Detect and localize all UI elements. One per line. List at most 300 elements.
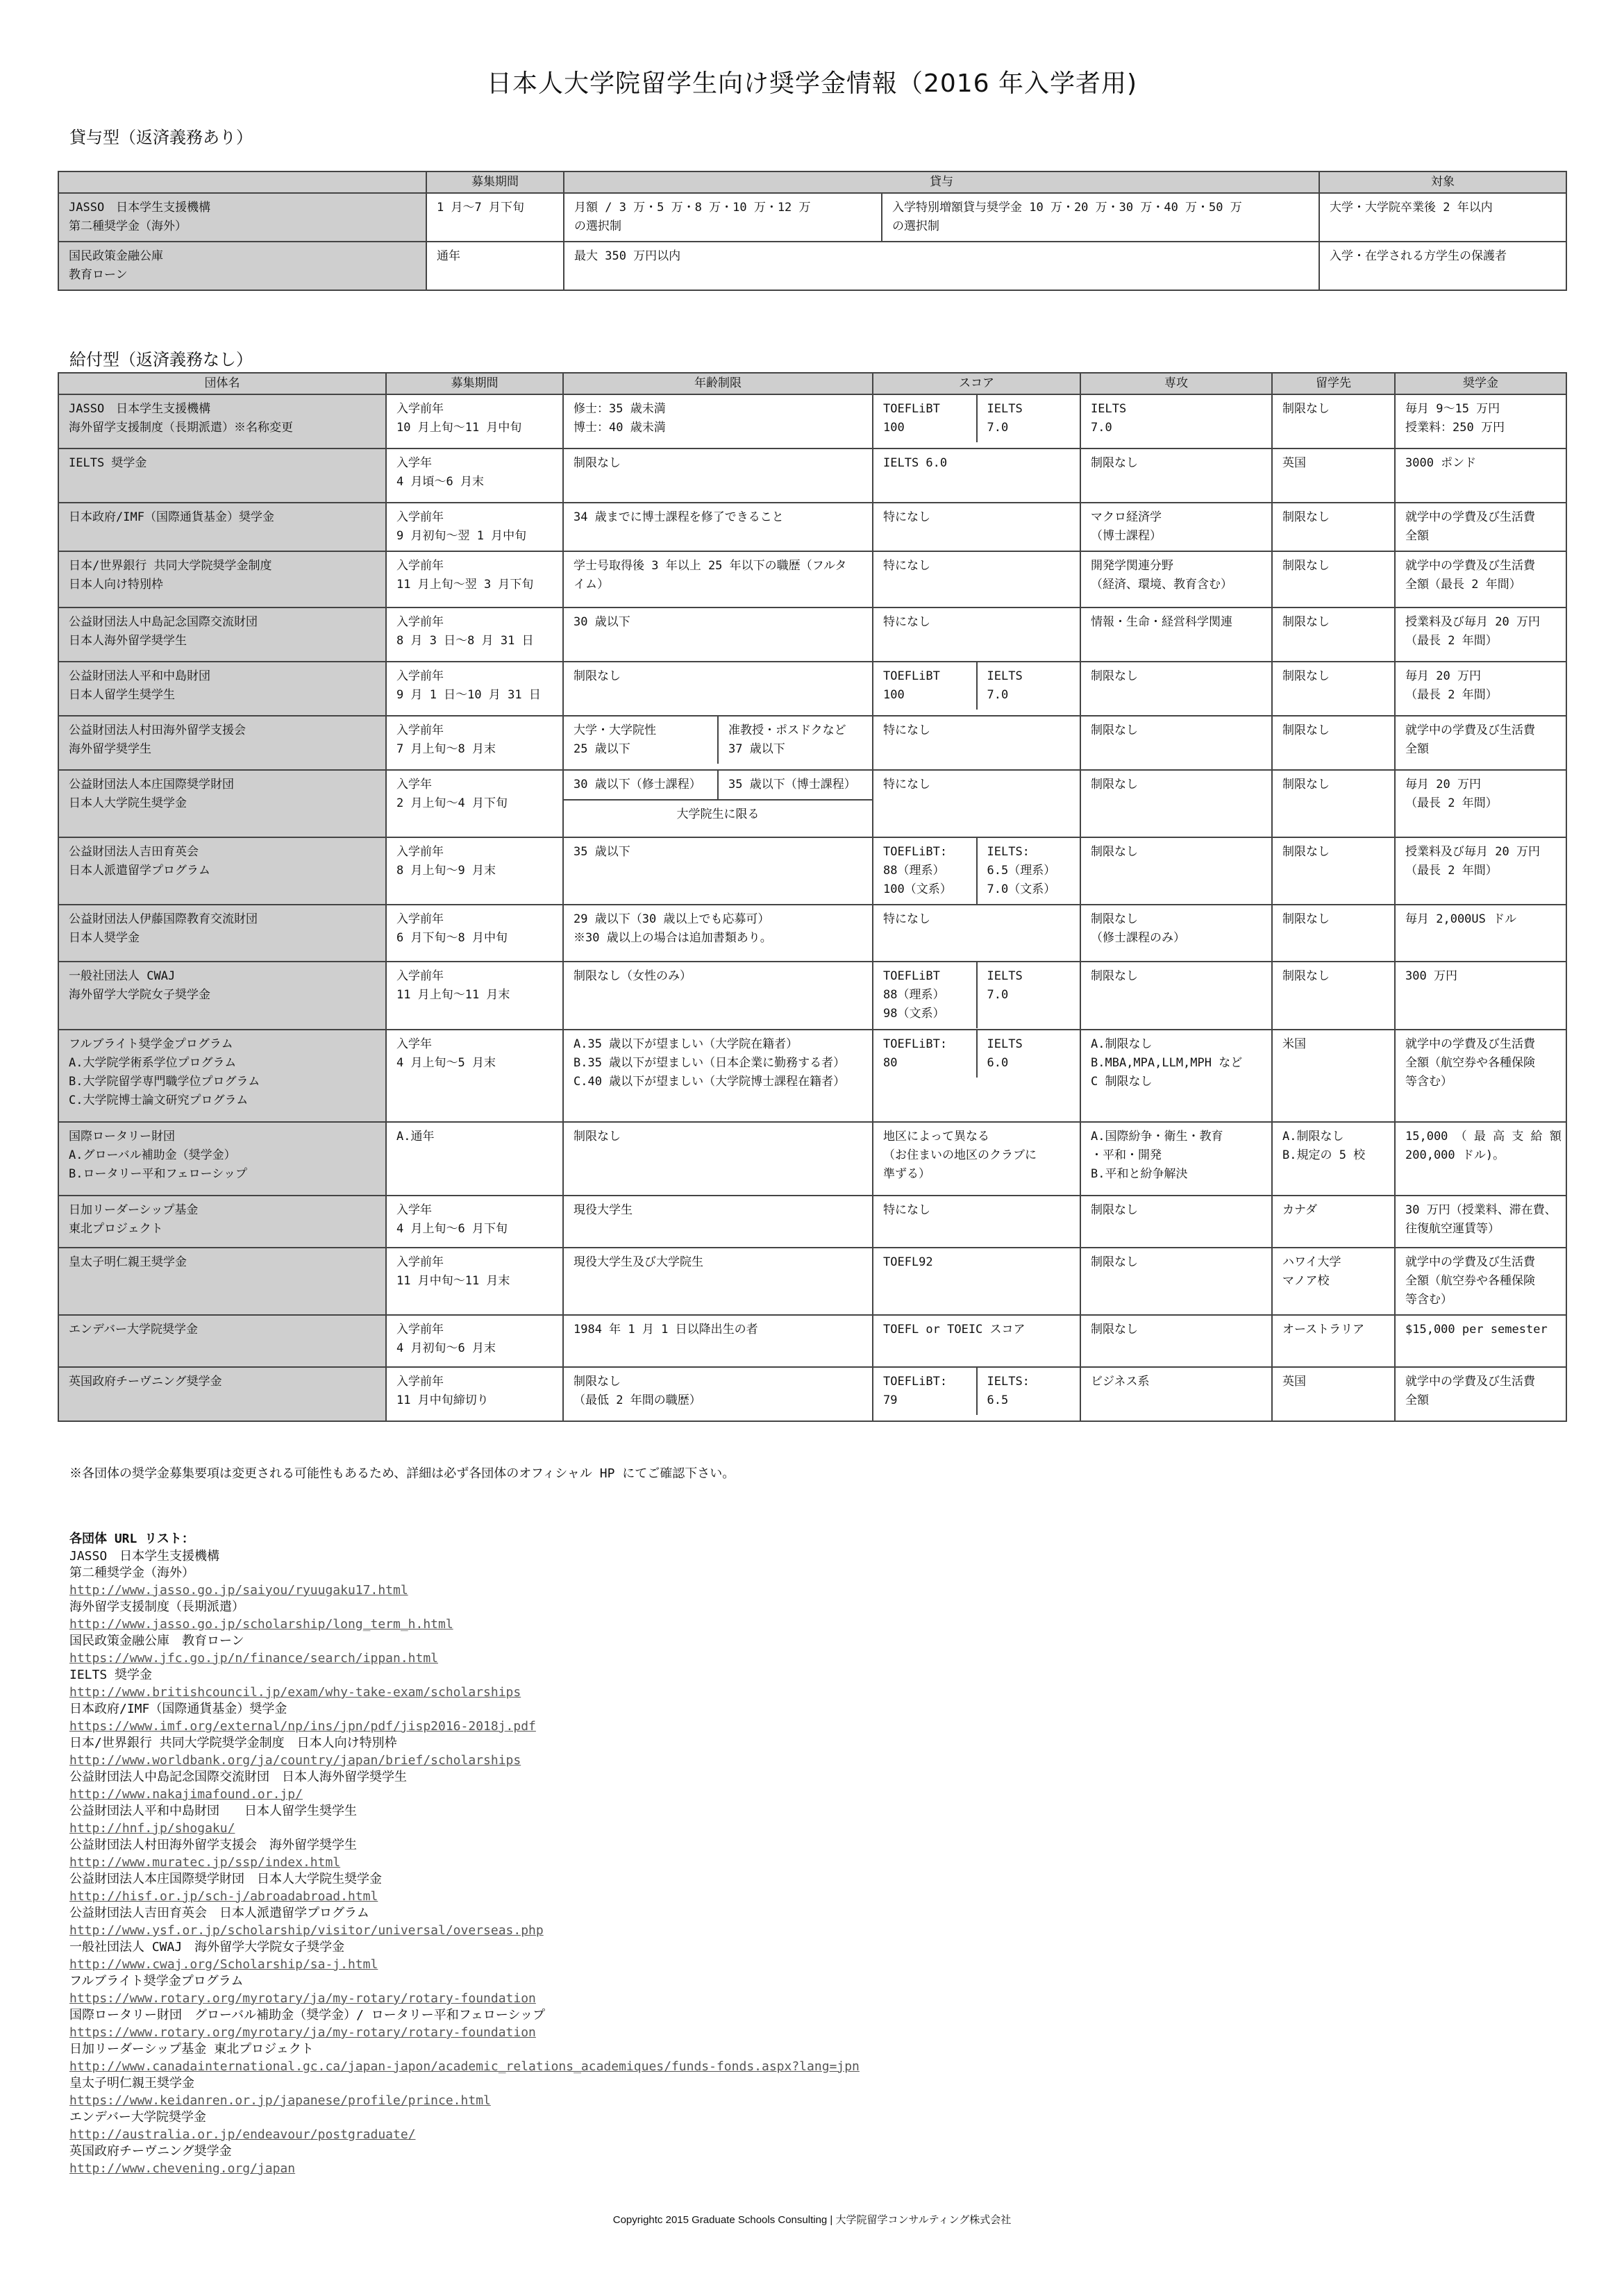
score-cell bbox=[873, 1196, 1080, 1248]
cell-line: 通年 bbox=[437, 249, 460, 263]
cell-line: 英国 bbox=[1282, 1375, 1306, 1389]
cell-line: IELTS bbox=[987, 402, 1023, 416]
url-link[interactable]: http://www.chevening.org/japan bbox=[69, 2161, 296, 2176]
cell-line: 制限なし bbox=[1091, 912, 1138, 926]
major-cell bbox=[1080, 662, 1272, 716]
ielts-score bbox=[977, 1030, 1080, 1078]
cell-line: A.35 歳以下が望ましい（大学院在籍者） bbox=[574, 1037, 798, 1051]
cell-line: 入学前年 bbox=[396, 969, 444, 983]
url-entry-name: 日本/世界銀行 共同大学院奨学金制度 日本人向け特別枠 bbox=[69, 1736, 397, 1750]
cell-line: の選択制 bbox=[892, 219, 939, 233]
cell-line: C.40 歳以下が望ましい（大学院博士課程在籍者） bbox=[574, 1075, 846, 1089]
toefl-score bbox=[873, 1368, 977, 1415]
major-cell bbox=[1080, 503, 1272, 551]
cell-line: B.平和と紛争解決 bbox=[1091, 1167, 1188, 1181]
cell-line: IELTS 6.0 bbox=[883, 456, 948, 470]
cell-line: オーストラリア bbox=[1282, 1323, 1365, 1336]
age-option-a bbox=[564, 717, 718, 764]
cell-line: カナダ bbox=[1282, 1203, 1318, 1217]
url-link[interactable]: https://www.imf.org/external/np/ins/jpn/pdf/jisp2016-2018j.pdf bbox=[69, 1719, 536, 1734]
scholarship-row bbox=[58, 716, 1566, 770]
cell-line: 准教授・ポスドクなど bbox=[728, 723, 846, 737]
scholarship-row bbox=[58, 962, 1566, 1030]
cell-line: 英国 bbox=[1282, 456, 1306, 470]
cell-line: 授業料及び毎月 20 万円 bbox=[1405, 845, 1540, 859]
cell-line: JASSO 日本学生支援機構 bbox=[69, 402, 211, 416]
cell-line: 100 bbox=[883, 688, 905, 702]
amount-cell bbox=[1395, 1030, 1566, 1122]
url-link[interactable]: http://www.jasso.go.jp/scholarship/long_term_h.html bbox=[69, 1617, 453, 1632]
score-cell bbox=[873, 1122, 1080, 1196]
cell-line: 制限なし bbox=[1091, 1323, 1138, 1336]
cell-line: 日本人海外留学奨学生 bbox=[69, 634, 187, 648]
org-name-cell bbox=[58, 662, 386, 716]
cell-line: 100（文系） bbox=[883, 882, 952, 896]
age-note: 大学院生に限る bbox=[564, 800, 872, 829]
loan-header-row bbox=[58, 171, 1566, 193]
period-cell bbox=[386, 503, 563, 551]
cell-line: 就学中の学費及び生活費 bbox=[1405, 1375, 1535, 1389]
cell-line: 1984 年 1 月 1 日以降出生の者 bbox=[574, 1323, 758, 1336]
major-cell bbox=[1080, 551, 1272, 607]
url-link[interactable]: http://hisf.or.jp/sch-j/abroadabroad.html bbox=[69, 1889, 378, 1904]
period-cell bbox=[386, 449, 563, 503]
cell-line: 入学年 bbox=[396, 456, 432, 470]
age-limit-cell bbox=[563, 770, 873, 837]
cell-line: 入学年 bbox=[396, 1203, 432, 1217]
scholarship-row bbox=[58, 551, 1566, 607]
url-link[interactable]: http://australia.or.jp/endeavour/postgraduate/ bbox=[69, 2127, 416, 2142]
cell-line: 日本/世界銀行 共同大学院奨学金制度 bbox=[69, 559, 272, 573]
score-cell bbox=[873, 607, 1080, 662]
score-cell bbox=[873, 394, 1080, 449]
cell-line: IELTS 奨学金 bbox=[69, 456, 147, 470]
age-limit-cell bbox=[563, 551, 873, 607]
cell-line: 入学前年 bbox=[396, 669, 444, 683]
url-link[interactable]: http://www.cwaj.org/Scholarship/sa-j.html bbox=[69, 1957, 378, 1972]
org-name-cell bbox=[58, 905, 386, 962]
url-link[interactable]: https://www.rotary.org/myrotary/ja/my-rotary/rotary-foundation bbox=[69, 2025, 536, 2040]
cell-line: 全額（航空券や各種保険 bbox=[1405, 1056, 1535, 1070]
cell-line: 制限なし bbox=[1091, 1255, 1138, 1269]
cell-line: 制限なし bbox=[1091, 723, 1138, 737]
cell-line: ・平和・開発 bbox=[1091, 1148, 1162, 1162]
toefl-score bbox=[873, 395, 977, 442]
age-limit-cell bbox=[563, 394, 873, 449]
cell-line: TOEFL or TOEIC スコア bbox=[883, 1323, 1026, 1336]
loan-period-cell bbox=[426, 193, 564, 242]
major-cell bbox=[1080, 607, 1272, 662]
url-entry-name: 公益財団法人平和中島財団 日本人留学生奨学生 bbox=[69, 1804, 357, 1818]
toefl-score bbox=[873, 962, 977, 1028]
cell-line: （最長 2 年間） bbox=[1405, 864, 1498, 878]
major-cell bbox=[1080, 905, 1272, 962]
cell-line: 日本人奨学金 bbox=[69, 931, 140, 945]
cell-line: 等含む） bbox=[1405, 1293, 1453, 1307]
scholarship-row bbox=[58, 770, 1566, 837]
cell-line: 入学前年 bbox=[396, 559, 444, 573]
cell-line: 30 万円（授業料、滞在費、 bbox=[1405, 1203, 1557, 1217]
cell-line: 日本人大学院生奨学金 bbox=[69, 796, 187, 810]
cell-line: TOEFLiBT: bbox=[883, 845, 948, 859]
major-cell bbox=[1080, 962, 1272, 1030]
score-split-row bbox=[873, 1368, 1080, 1415]
copyright-footer: Copyrightc 2015 Graduate Schools Consulting | 大学院留学コンサルティング株式会社 bbox=[612, 2214, 1012, 2226]
cell-line: 37 歳以下 bbox=[728, 742, 785, 756]
cell-line: 第二種奨学金（海外） bbox=[69, 219, 187, 233]
period-cell bbox=[386, 962, 563, 1030]
cell-line: 80 bbox=[883, 1056, 898, 1070]
amount-cell bbox=[1395, 1248, 1566, 1315]
major-cell bbox=[1080, 1367, 1272, 1421]
cell-line: ※30 歳以上の場合は追加書類あり。 bbox=[574, 931, 772, 945]
amount-cell bbox=[1395, 1196, 1566, 1248]
url-entry-name: 日加リーダーシップ基金 東北プロジェクト bbox=[69, 2042, 314, 2056]
url-link[interactable]: http://www.worldbank.org/ja/country/japan/brief/scholarships bbox=[69, 1753, 521, 1768]
toefl-score bbox=[873, 838, 977, 904]
cell-line: IELTS bbox=[987, 1037, 1023, 1051]
cell-line: 29 歳以下（30 歳以上でも応募可） bbox=[574, 912, 770, 926]
amount-cell bbox=[1395, 1315, 1566, 1367]
cell-line: 7.0（文系） bbox=[987, 882, 1056, 896]
amount-cell bbox=[1395, 551, 1566, 607]
cell-line: 3000 ポンド bbox=[1405, 456, 1477, 470]
cell-line: 国際ロータリー財団 bbox=[69, 1130, 175, 1143]
age-split-row bbox=[564, 717, 872, 764]
cell-line: フルブライト奨学金プログラム bbox=[69, 1037, 233, 1051]
url-entry-name: 第二種奨学金（海外） bbox=[69, 1566, 194, 1580]
url-list-title: 各団体 URL リスト： bbox=[69, 1532, 194, 1546]
cell-line: 入学・在学される方学生の保護者 bbox=[1330, 249, 1507, 263]
score-cell bbox=[873, 662, 1080, 716]
period-cell bbox=[386, 905, 563, 962]
cell-line: 8 月上旬～9 月末 bbox=[396, 864, 496, 878]
score-cell bbox=[873, 1367, 1080, 1421]
cell-line: の選択制 bbox=[574, 219, 621, 233]
destination-cell bbox=[1272, 1122, 1395, 1196]
cell-line: （修士課程のみ） bbox=[1091, 931, 1185, 945]
amount-cell bbox=[1395, 1367, 1566, 1421]
amount-cell bbox=[1395, 962, 1566, 1030]
destination-cell bbox=[1272, 394, 1395, 449]
score-cell bbox=[873, 905, 1080, 962]
score-split-row bbox=[873, 838, 1080, 904]
cell-line: 公益財団法人中島記念国際交流財団 bbox=[69, 615, 258, 629]
ielts-score bbox=[977, 662, 1080, 710]
scholarship-row bbox=[58, 662, 1566, 716]
score-cell bbox=[873, 449, 1080, 503]
cell-line: マノア校 bbox=[1282, 1274, 1330, 1288]
destination-cell bbox=[1272, 905, 1395, 962]
toefl-score bbox=[873, 1030, 977, 1078]
cell-line: 79 bbox=[883, 1393, 898, 1407]
cell-line: 2 月上旬～4 月下旬 bbox=[396, 796, 508, 810]
cell-line: 毎月 20 万円 bbox=[1405, 669, 1481, 683]
destination-cell bbox=[1272, 716, 1395, 770]
ielts-score bbox=[977, 1368, 1080, 1415]
cell-line: 11 月中旬締切り bbox=[396, 1393, 489, 1407]
grant-header-org: 団体名 bbox=[58, 373, 386, 394]
cell-line: 入学年 bbox=[396, 1037, 432, 1051]
major-cell bbox=[1080, 394, 1272, 449]
destination-cell bbox=[1272, 1315, 1395, 1367]
destination-cell bbox=[1272, 607, 1395, 662]
cell-line: 特になし bbox=[883, 615, 930, 629]
cell-line: 米国 bbox=[1282, 1037, 1306, 1051]
cell-line: 7.0 bbox=[1091, 421, 1112, 435]
age-option-b bbox=[718, 717, 872, 764]
major-cell bbox=[1080, 1030, 1272, 1122]
cell-line: 開発学関連分野 bbox=[1091, 559, 1173, 573]
cell-line: 日加リーダーシップ基金 bbox=[69, 1203, 199, 1217]
amount-cell bbox=[1395, 770, 1566, 837]
cell-line: 大学・大学院卒業後 2 年以内 bbox=[1330, 201, 1493, 215]
cell-line: 制限なし（女性のみ） bbox=[574, 969, 692, 983]
cell-line: TOEFLiBT: bbox=[883, 1037, 948, 1051]
scholarship-row bbox=[58, 1030, 1566, 1122]
cell-line: 皇太子明仁親王奨学金 bbox=[69, 1255, 187, 1269]
toefl-score bbox=[873, 662, 977, 710]
cell-line: 入学前年 bbox=[396, 723, 444, 737]
loan-org-cell bbox=[58, 242, 426, 290]
scholarship-row bbox=[58, 1122, 1566, 1196]
cell-line: 制限なし bbox=[1282, 969, 1330, 983]
period-cell bbox=[386, 1030, 563, 1122]
cell-line: 公益財団法人伊藤国際教育交流財団 bbox=[69, 912, 258, 926]
cell-line: 東北プロジェクト bbox=[69, 1222, 163, 1236]
url-entry-name: 公益財団法人中島記念国際交流財団 日本人海外留学奨学生 bbox=[69, 1770, 407, 1784]
cell-line: 15,000 （ 最 高 支 給 額 bbox=[1405, 1130, 1562, 1143]
cell-line: $15,000 per semester bbox=[1405, 1323, 1548, 1336]
cell-line: C.大学院博士論文研究プログラム bbox=[69, 1093, 249, 1107]
cell-line: 入学前年 bbox=[396, 912, 444, 926]
loan-period-cell bbox=[426, 242, 564, 290]
destination-cell bbox=[1272, 503, 1395, 551]
url-link[interactable]: http://www.nakajimafound.or.jp/ bbox=[69, 1787, 303, 1802]
loan-header-blank bbox=[58, 171, 426, 193]
url-entry-name: IELTS 奨学金 bbox=[69, 1668, 153, 1682]
cell-line: 日本人派遣留学プログラム bbox=[69, 864, 210, 878]
url-list bbox=[69, 1530, 860, 2177]
org-name-cell bbox=[58, 394, 386, 449]
org-name-cell bbox=[58, 770, 386, 837]
cell-line: JASSO 日本学生支援機構 bbox=[69, 201, 211, 215]
org-name-cell bbox=[58, 716, 386, 770]
amount-cell bbox=[1395, 662, 1566, 716]
url-entry-name: フルブライト奨学金プログラム bbox=[69, 1974, 244, 1988]
grant-table bbox=[58, 372, 1567, 1422]
cell-line: （最長 2 年間） bbox=[1405, 634, 1498, 648]
period-cell bbox=[386, 770, 563, 837]
cell-line: （博士課程） bbox=[1091, 529, 1162, 543]
cell-line: 1 月～7 月下旬 bbox=[437, 201, 524, 215]
url-link[interactable]: http://www.ysf.or.jp/scholarship/visitor/universal/overseas.php bbox=[69, 1923, 544, 1938]
cell-line: 4 月上旬～6 月下旬 bbox=[396, 1222, 508, 1236]
cell-line: 制限なし bbox=[1282, 559, 1330, 573]
age-limit-cell bbox=[563, 716, 873, 770]
major-cell bbox=[1080, 1196, 1272, 1248]
age-limit-cell bbox=[563, 607, 873, 662]
cell-line: 制限なし bbox=[1091, 778, 1138, 791]
destination-cell bbox=[1272, 770, 1395, 837]
loan-row bbox=[58, 242, 1566, 290]
score-cell bbox=[873, 770, 1080, 837]
cell-line: 入学前年 bbox=[396, 845, 444, 859]
grant-header-score: スコア bbox=[873, 373, 1080, 394]
cell-line: A.大学院学術系学位プログラム bbox=[69, 1056, 237, 1070]
score-split-row bbox=[873, 1030, 1080, 1078]
cell-line: 入学前年 bbox=[396, 510, 444, 524]
cell-line: 11 月上旬～翌 3 月下旬 bbox=[396, 578, 534, 592]
cell-line: 毎月 20 万円 bbox=[1405, 778, 1481, 791]
grant-header-destination: 留学先 bbox=[1272, 373, 1395, 394]
url-link[interactable]: http://www.jasso.go.jp/saiyou/ryuugaku17.html bbox=[69, 1583, 408, 1598]
url-link[interactable]: http://www.muratec.jp/ssp/index.html bbox=[69, 1855, 341, 1870]
cell-line: 特になし bbox=[883, 559, 930, 573]
major-cell bbox=[1080, 770, 1272, 837]
period-cell bbox=[386, 1248, 563, 1315]
org-name-cell bbox=[58, 1122, 386, 1196]
cell-line: 全額 bbox=[1405, 742, 1429, 756]
age-limit-cell bbox=[563, 837, 873, 905]
scholarship-row bbox=[58, 1248, 1566, 1315]
score-cell bbox=[873, 716, 1080, 770]
cell-line: 制限なし bbox=[1282, 510, 1330, 524]
amount-cell bbox=[1395, 449, 1566, 503]
cell-line: 入学特別増額貸与奨学金 10 万・20 万・30 万・40 万・50 万 bbox=[892, 201, 1242, 215]
loan-target-cell bbox=[1319, 193, 1566, 242]
period-cell bbox=[386, 662, 563, 716]
cell-line: 6.5 bbox=[987, 1393, 1009, 1407]
cell-line: 学士号取得後 3 年以上 25 年以下の職歴（フルタ bbox=[574, 559, 847, 573]
cell-line: 制限なし bbox=[1282, 402, 1330, 416]
url-link[interactable]: http://www.canadainternational.gc.ca/japan-japon/academic_relations_academiques/funds-fonds.aspx?lang=jpn bbox=[69, 2059, 860, 2074]
org-name-cell bbox=[58, 449, 386, 503]
ielts-score bbox=[977, 838, 1080, 904]
cell-line: 制限なし bbox=[1282, 669, 1330, 683]
url-entry-name: 公益財団法人吉田育英会 日本人派遣留学プログラム bbox=[69, 1906, 369, 1920]
grant-header-period: 募集期間 bbox=[386, 373, 563, 394]
cell-line: 就学中の学費及び生活費 bbox=[1405, 1037, 1535, 1051]
cell-line: 100 bbox=[883, 421, 905, 435]
score-cell bbox=[873, 1248, 1080, 1315]
cell-line: （最低 2 年間の職歴） bbox=[574, 1393, 701, 1407]
age-limit-cell bbox=[563, 962, 873, 1030]
amount-cell bbox=[1395, 503, 1566, 551]
major-cell bbox=[1080, 1122, 1272, 1196]
score-split-table bbox=[873, 662, 1080, 710]
period-cell bbox=[386, 1315, 563, 1367]
cell-line: IELTS: bbox=[987, 1375, 1030, 1389]
cell-line: 4 月頃～6 月末 bbox=[396, 475, 484, 489]
cell-line: B.規定の 5 校 bbox=[1282, 1148, 1366, 1162]
cell-line: 制限なし bbox=[1091, 669, 1138, 683]
cell-line: 日本政府/IMF（国際通貨基金）奨学金 bbox=[69, 510, 274, 524]
cell-line: 制限なし bbox=[1091, 1203, 1138, 1217]
period-cell bbox=[386, 1196, 563, 1248]
cell-line: 30 歳以下 bbox=[574, 615, 630, 629]
cell-line: 準ずる） bbox=[883, 1167, 930, 1181]
cell-line: 200,000 ドル)。 bbox=[1405, 1148, 1505, 1162]
url-entry-name: 皇太子明仁親王奨学金 bbox=[69, 2076, 194, 2090]
cell-line: 7.0 bbox=[987, 421, 1009, 435]
cell-line: B.MBA,MPA,LLM,MPH など bbox=[1091, 1056, 1243, 1070]
age-limit-cell bbox=[563, 503, 873, 551]
score-split-row bbox=[873, 662, 1080, 710]
url-entry-name: 日本政府/IMF（国際通貨基金）奨学金 bbox=[69, 1702, 287, 1716]
age-limit-cell bbox=[563, 1315, 873, 1367]
cell-line: ハワイ大学 bbox=[1282, 1255, 1341, 1269]
cell-line: 公益財団法人村田海外留学支援会 bbox=[69, 723, 246, 737]
destination-cell bbox=[1272, 962, 1395, 1030]
cell-line: （お住まいの地区のクラブに bbox=[883, 1148, 1037, 1162]
url-link[interactable]: http://www.britishcouncil.jp/exam/why-take-exam/scholarships bbox=[69, 1685, 521, 1700]
cell-line: 授業料及び毎月 20 万円 bbox=[1405, 615, 1540, 629]
org-name-cell bbox=[58, 1196, 386, 1248]
cell-line: （最長 2 年間） bbox=[1405, 688, 1498, 702]
cell-line: 全額（最長 2 年間） bbox=[1405, 578, 1521, 592]
score-split-table bbox=[873, 1030, 1080, 1078]
cell-line: 海外留学支援制度（長期派遣）※名称変更 bbox=[69, 421, 293, 435]
cell-line: 毎月 9～15 万円 bbox=[1405, 402, 1500, 416]
cell-line: 博士：40 歳未満 bbox=[574, 421, 666, 435]
destination-cell bbox=[1272, 449, 1395, 503]
loan-target-cell bbox=[1319, 242, 1566, 290]
disclaimer-note: ※各団体の奨学金募集要項は変更される可能性もあるため、詳細は必ず各団体のオフィシャル HP にてご確認下さい。 bbox=[69, 1466, 735, 1481]
url-entry-name: 海外留学支援制度（長期派遣） bbox=[69, 1600, 244, 1614]
cell-line: B.35 歳以下が望ましい（日本企業に勤務する者） bbox=[574, 1056, 846, 1070]
cell-line: 制限なし bbox=[1282, 615, 1330, 629]
org-name-cell bbox=[58, 1367, 386, 1421]
url-link[interactable]: http://hnf.jp/shogaku/ bbox=[69, 1821, 235, 1836]
period-cell bbox=[386, 607, 563, 662]
url-link[interactable]: https://www.keidanren.or.jp/japanese/profile/prince.html bbox=[69, 2093, 491, 2108]
cell-line: 30 歳以下（修士課程） bbox=[574, 778, 701, 791]
cell-line: 4 月上旬～5 月末 bbox=[396, 1056, 496, 1070]
scholarship-row bbox=[58, 1196, 1566, 1248]
cell-line: 国民政策金融公庫 bbox=[69, 249, 163, 263]
score-split-table bbox=[873, 1368, 1080, 1415]
org-name-cell bbox=[58, 1030, 386, 1122]
url-link[interactable]: https://www.rotary.org/myrotary/ja/my-rotary/rotary-foundation bbox=[69, 1991, 536, 2006]
cell-line: 制限なし bbox=[1282, 723, 1330, 737]
url-entry-name: 一般社団法人 CWAJ 海外留学大学院女子奨学金 bbox=[69, 1940, 345, 1954]
cell-line: （最長 2 年間） bbox=[1405, 796, 1498, 810]
cell-line: 現役大学生及び大学院生 bbox=[574, 1255, 703, 1269]
score-cell bbox=[873, 962, 1080, 1030]
period-cell bbox=[386, 716, 563, 770]
period-cell bbox=[386, 837, 563, 905]
url-entry-name: JASSO 日本学生支援機構 bbox=[69, 1549, 220, 1564]
amount-cell bbox=[1395, 394, 1566, 449]
cell-line: 制限なし bbox=[574, 669, 621, 683]
page-title: 日本人大学院留学生向け奨学金情報（2016 年入学者用) bbox=[486, 69, 1138, 98]
age-split-table bbox=[564, 771, 872, 829]
cell-line: 往復航空運賃等） bbox=[1405, 1222, 1500, 1236]
cell-line: イム） bbox=[574, 578, 609, 592]
scholarship-row bbox=[58, 607, 1566, 662]
cell-line: IELTS bbox=[1091, 402, 1127, 416]
cell-line: 11 月上旬～11 月末 bbox=[396, 988, 510, 1002]
cell-line: TOEFLiBT bbox=[883, 669, 940, 683]
cell-line: 7 月上旬～8 月末 bbox=[396, 742, 496, 756]
cell-line: 9 月 1 日～10 月 31 日 bbox=[396, 688, 541, 702]
cell-line: 公益財団法人本庄国際奨学財団 bbox=[69, 778, 234, 791]
cell-line: 就学中の学費及び生活費 bbox=[1405, 510, 1535, 524]
cell-line: 7.0 bbox=[987, 688, 1009, 702]
age-limit-cell bbox=[563, 905, 873, 962]
url-link[interactable]: https://www.jfc.go.jp/n/finance/search/ippan.html bbox=[69, 1651, 439, 1666]
